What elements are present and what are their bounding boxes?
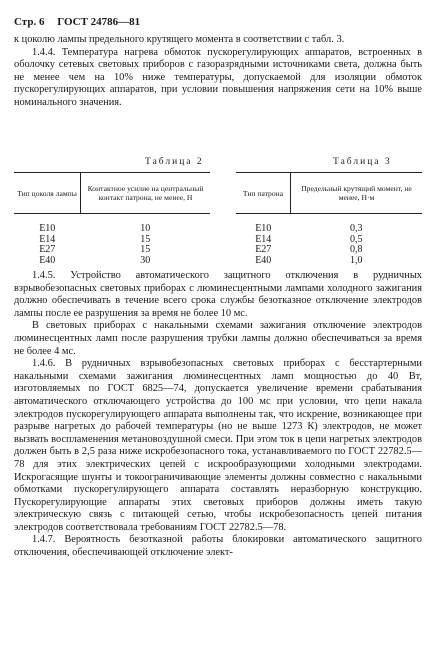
table2-header-col1: Тип цоколя лампы xyxy=(14,173,81,214)
table2-caption: Таблица 2 xyxy=(145,157,204,167)
table2-cell: E40 xyxy=(39,254,56,266)
table3-cell: 0,3 xyxy=(350,223,363,234)
table2-cell: 15 xyxy=(140,244,151,255)
standard-code: ГОСТ 24786—81 xyxy=(57,16,141,28)
paragraph-1-4-4: 1.4.4. Температура нагрева обмоток пускорегулирующих аппаратов, встроенных в оболочку сетевых световых приборов с газоразрядными источниками света, должна быть не менее чем на 10% ниже температуры, допускаемой для изоляции обмоток пускорегулирующих аппаратов, при условии повышения напряжения сети на 10% выше номинального значения. xyxy=(14,46,422,108)
table3-header-col1: Тип патрона xyxy=(236,173,291,214)
table-3 xyxy=(236,172,422,266)
table3-cell: 1,0 xyxy=(350,254,363,266)
table2-cell: 10 xyxy=(140,223,151,234)
table2-header-col2: Контактное усилие на центральный контакт патрона, не менее, Н xyxy=(81,173,211,214)
table2-cell: 30 xyxy=(140,254,151,266)
paragraph-continuation: к цоколю лампы предельного крутящего момента в соответствии с табл. 3. xyxy=(14,34,345,45)
paragraph-1-4-7: 1.4.7. Вероятность безотказной работы блокировки автоматического защитного отключения, обеспечивающей отключение элект- xyxy=(14,534,422,559)
paragraph-1-4-6: 1.4.6. В рудничных взрывобезопасных световых приборах с бесстартерными накальными схемами зажигания люминесцентных ламп мощностью до 40 Вт, изготовляемых по ГОСТ 6825—74, допускается увеличение времени срабатывания автоматического отключающего устройства до 100 мс при условии, что цепи накала электродов пускорегулирующего аппарата выполнены так, что искрение, возникающее при разрыве нагретых до рабочей температуры (но не выше 1273 К) электродов, не может вызвать воспламенения метановоздушной смеси. При этом ток в цепи нагретых электродов должен быть в 2,5 раза ниже искробезопасного тока, устанавливаемого по ГОСТ 22782.5—78 для этих электрических цепей с искрообразующими холодными электродами. Искрогасящие шунты и токоограничивающие элементы должны совместно с накальными обмотками пускорегулирующего аппарата составлять неразборную конструкцию. Пускорегулирующие аппараты этих световых приборов должны иметь такую электрическую связь с питающей сетью, чтобы искробезопасность цепей питания электродов соответствовала требованиям ГОСТ 22782.5—78. xyxy=(14,358,422,533)
table3-cell: 0,8 xyxy=(350,244,363,255)
table2-cell: 15 xyxy=(140,233,151,245)
page-number: Стр. 6 xyxy=(14,16,45,28)
text-block-bottom xyxy=(14,270,422,560)
table-2 xyxy=(14,172,210,266)
text-block-top xyxy=(14,34,422,110)
paragraph-1-4-5: 1.4.5. Устройство автоматического защитного отключения в рудничных взрывобезопасных световых приборах с люминесцентными лампами холодного зажигания должно обеспечивать в течение всего срока службы безотказное отключение электродов лампы после ее разрушения за время не более 10 мс. xyxy=(14,270,422,319)
table2-cell: E14 xyxy=(39,233,56,245)
table3-cell: 0,5 xyxy=(350,233,363,245)
table3-cell: E27 xyxy=(255,244,272,255)
table3-cell: E14 xyxy=(255,233,272,245)
table3-header-col2: Предельный крутящий момент, не менее, Н·м xyxy=(291,173,423,214)
page-header xyxy=(14,16,150,28)
table3-caption: Таблица 3 xyxy=(333,157,392,167)
table3-cell: E10 xyxy=(255,223,272,234)
table3-cell: E40 xyxy=(255,254,272,266)
table2-cell: E27 xyxy=(39,244,56,255)
table2-cell: E10 xyxy=(39,223,56,234)
paragraph-1-4-5-b: В световых приборах с накальными схемами зажигания отключение электродов люминесцентных ламп после разрушения трубки лампы должно обеспечиваться за время не более 4 мс. xyxy=(14,320,422,357)
